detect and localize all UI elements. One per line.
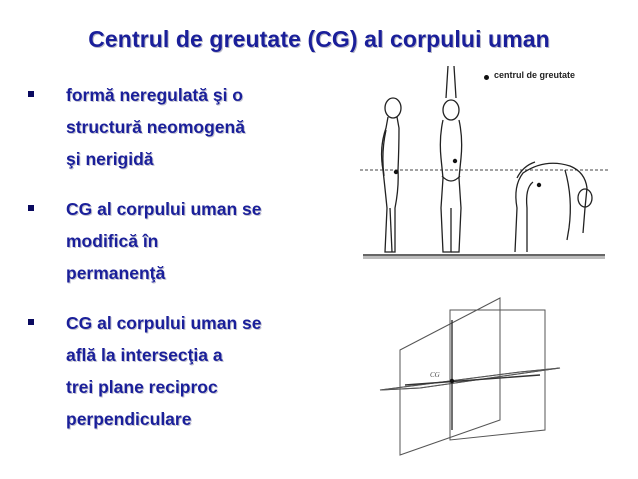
bullet-line: află la intersecţia a (66, 345, 223, 365)
horizontal-axis (405, 375, 540, 385)
square-bullet-icon (28, 319, 34, 325)
standing-figure (382, 98, 401, 252)
bullet-item (28, 312, 328, 440)
bullet-item (28, 198, 328, 294)
arms-raised-figure (440, 66, 461, 252)
bullet-line: formă neregulată şi o (66, 85, 243, 105)
bullet-line: CG al corpului uman se (66, 313, 262, 333)
posture-illustration (355, 58, 615, 266)
square-bullet-icon (28, 205, 34, 211)
center-of-gravity-dot-icon (394, 170, 398, 174)
bullet-line: CG al corpului uman se (66, 199, 262, 219)
bullet-line: trei plane reciproc (66, 377, 218, 397)
center-of-gravity-dot-icon (484, 75, 489, 80)
square-bullet-icon (28, 91, 34, 97)
cg-label: CG (430, 371, 440, 379)
legend-label: centrul de greutate (494, 70, 576, 80)
three-planes-diagram (370, 290, 570, 460)
bent-forward-figure (515, 162, 592, 252)
slide-title: Centrul de greutate (CG) al corpului uman (88, 26, 550, 52)
bullet-line: modifică în (66, 231, 159, 251)
bullet-line: perpendiculare (66, 409, 192, 429)
bullet-line: structură neomogenă (66, 117, 245, 137)
center-of-gravity-dot-icon (450, 379, 454, 383)
bullet-item (28, 84, 328, 180)
bullet-line: şi nerigidă (66, 149, 154, 169)
bullet-line: permanenţă (66, 263, 166, 283)
center-of-gravity-dot-icon (537, 183, 541, 187)
center-of-gravity-dot-icon (453, 159, 457, 163)
ground-hatching (363, 256, 605, 259)
